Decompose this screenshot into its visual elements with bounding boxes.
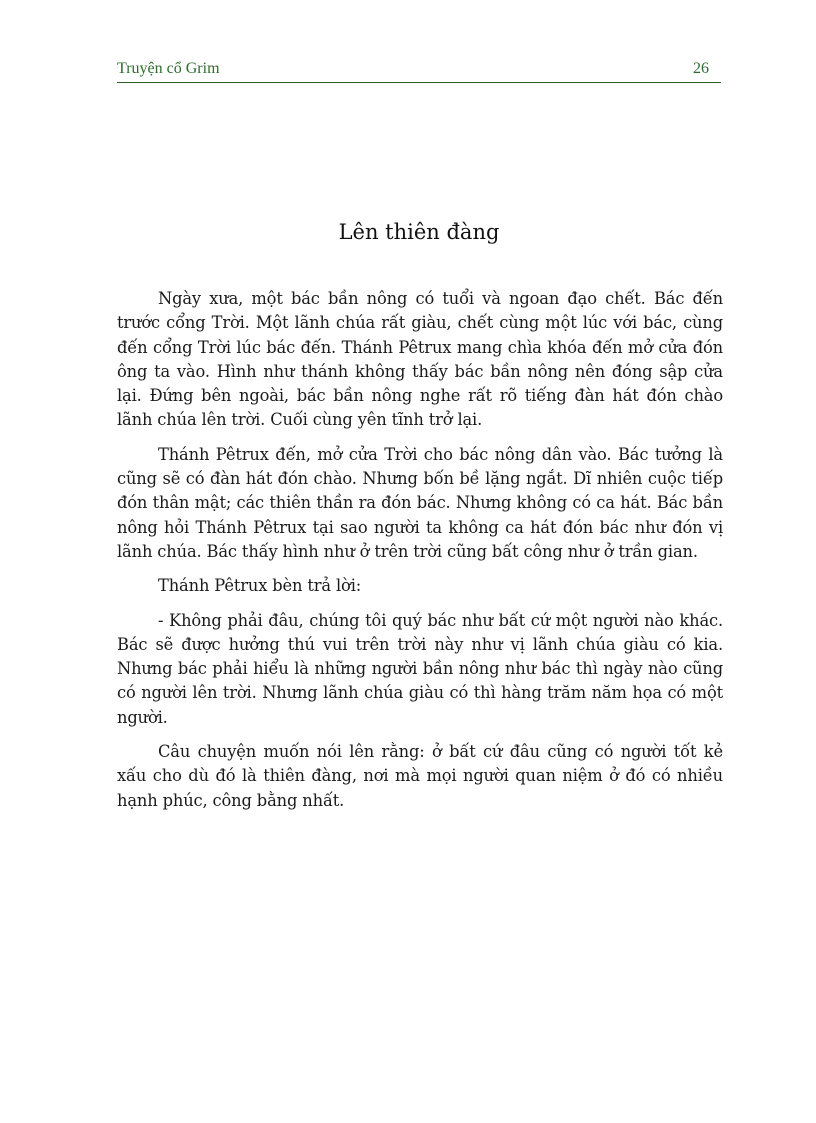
paragraph: Câu chuyện muốn nói lên rằng: ở bất cứ đâu cũng có người tốt kẻ xấu cho dù đó là thiên đàng, nơi mà mọi người quan niệm ở đó có nhiều hạnh phúc, công bằng nhất.	[117, 742, 723, 810]
running-header-book-title: Truyện cổ Grim	[117, 60, 220, 77]
story-body	[117, 287, 723, 823]
paragraph: - Không phải đâu, chúng tôi quý bác như bất cứ một người nào khác. Bác sẽ được hưởng thú vui trên trời này như vị lãnh chúa giàu có kia. Nhưng bác phải hiểu là những người bần nông như bác thì ngày nào cũng có người lên trời. Nhưng lãnh chúa giàu có thì hàng trăm năm họa có một người.	[117, 610, 723, 727]
page-number: 26	[693, 60, 709, 77]
paragraph: Thánh Pêtrux đến, mở cửa Trời cho bác nông dân vào. Bác tưởng là cũng sẽ có đàn hát đón chào. Nhưng bốn bề lặng ngắt. Dĩ nhiên cuộc tiếp đón thân mật; các thiên thần ra đón bác. Nhưng không có ca hát. Bác bần nông hỏi Thánh Pêtrux tại sao người ta không ca hát đón bác như đón vị lãnh chúa. Bác thấy hình như ở trên trời cũng bất công như ở trần gian.	[117, 444, 723, 561]
paragraph: Thánh Pêtrux bèn trả lời:	[158, 576, 362, 596]
story-title: Lên thiên đàng	[338, 220, 500, 244]
paragraph: Ngày xưa, một bác bần nông có tuổi và ngoan đạo chết. Bác đến trước cổng Trời. Một lãnh chúa rất giàu, chết cùng một lúc với bác, cùng đến cổng Trời lúc bác đến. Thánh Pêtrux mang chìa khóa đến mở cửa đón ông ta vào. Hình như thánh không thấy bác bần nông nên đóng sập cửa lại. Đứng bên ngoài, bác bần nông nghe rất rõ tiếng đàn hát đón chào lãnh chúa lên trời. Cuối cùng yên tĩnh trở lại.	[117, 289, 723, 430]
page-header	[117, 58, 721, 83]
